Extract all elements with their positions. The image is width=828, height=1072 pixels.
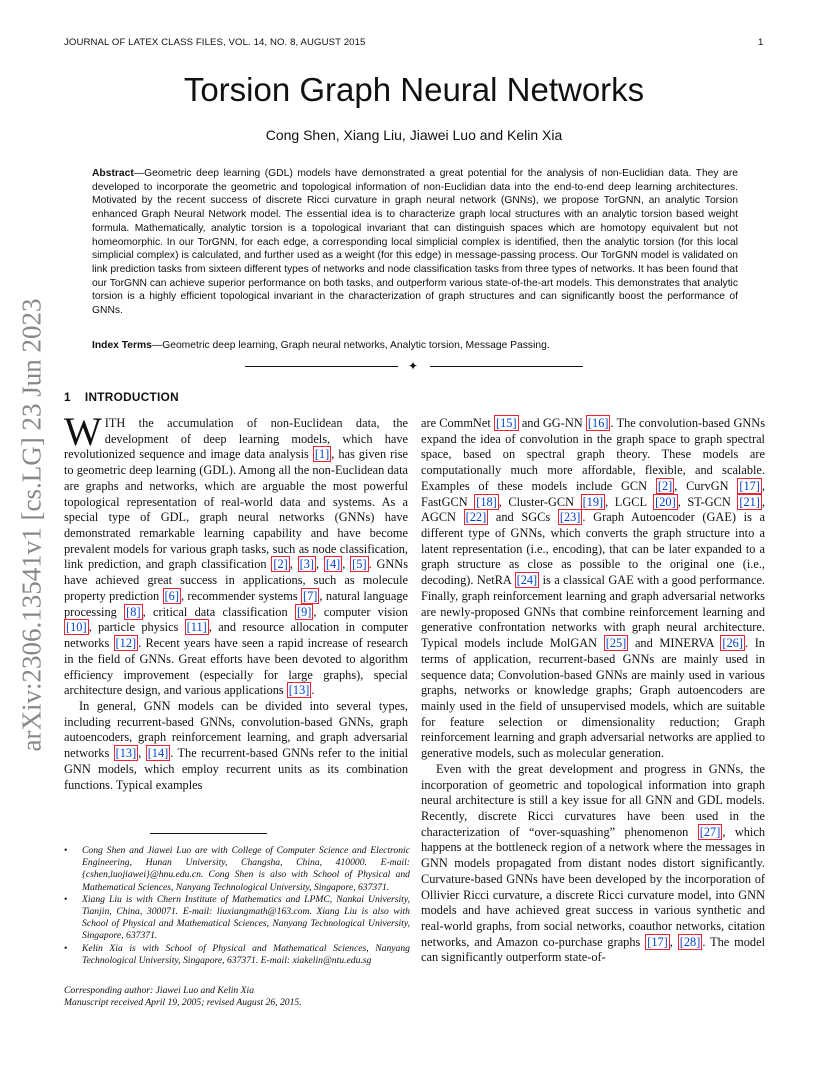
body-text: In general, GNN models can be divided into several types, including recurrent-based GNNs, convolution-based GNNs, graph autoencoders, graph reinforcement learning, and graph adversarial networks — [64, 698, 408, 761]
body-text: . In terms of application, recurrent-based GNNs are mainly used in sequence data; Convolution-based GNNs are mainly used in various graphs, networks or knowledge graphs; Graph autoencoders are mainly used in the field of unsupervised models, which are suitable for feature selection or dimensionality reduction; Graph reinforcement learning and graph adversarial networks are applied to generative models, such as molecular generation. — [421, 636, 765, 761]
citation-link[interactable]: [18] — [476, 494, 497, 509]
citation-link[interactable]: [1] — [314, 447, 330, 462]
body-text: , Cluster-GCN — [498, 494, 581, 509]
corresponding-author: Corresponding author: Jiawei Luo and Kelin Xia — [64, 985, 255, 996]
body-text: are CommNet — [421, 416, 494, 430]
body-text: Even with the great development and progress in GNNs, the incorporation of geometric and topological information into graph neural architecture is still a key issue for all GNN and GDL models. Recently, discrete Ricci curvatures have been used in the characterization of “over-squashing” phenomenon — [421, 761, 765, 839]
body-text: and GG-NN — [518, 416, 586, 430]
paragraph — [64, 409, 409, 699]
section-heading — [64, 390, 179, 404]
footnote-rule — [150, 833, 267, 834]
body-text: . GNNs have achieved great success in applications, such as molecule property prediction — [64, 557, 408, 603]
body-text: , has given rise to geometric deep learning (GDL). Among all the non-Euclidean data are graphs and networks, which are arguable the most powerful topological representation of real-world data and systems. As a special type of GDL, graph neural networks (GNNs) have demonstrated remarkable learning capability and have become prevalent models for various graph tasks, such as node classification, link prediction, and graph classification — [64, 447, 409, 572]
citation-link[interactable]: [8] — [126, 604, 141, 619]
body-text: , AGCN — [421, 494, 765, 525]
citation-link[interactable]: [27] — [699, 824, 721, 839]
body-text: , which happens at the bottleneck region of a network where the messages in GNN models propagated from distant nodes distort significantly. Curvature-based GNNs have been developed by the incorporation of Ollivier Ricci curvature, a discrete Ricci curvature model, into GNN models and have achieved great success in various synthetic and real-world graphs, from social networks, coauthor networks, citation networks, and Amazon co-purchase graphs — [421, 824, 766, 949]
citation-link[interactable]: [28] — [679, 934, 701, 949]
body-text: , — [289, 557, 298, 572]
body-text: . The recurrent-based GNNs refer to the initial GNN models, which employ recurrent units as its combination functions. Typical examples — [64, 746, 409, 792]
citation-link[interactable]: [21] — [739, 494, 760, 509]
citation-link[interactable]: [26] — [722, 636, 743, 651]
citation-link[interactable]: [9] — [297, 604, 312, 619]
footnote-item: • Xiang Liu is with Chern Institute of Mathematics and LPMC, Nankai University, Tianjin, China, 300071. E-mail: liuxiangmath@163.com. Xiang Liu is also with School of Physical and Mathematical Sciences, Nanyang Technological University, Singapore, 637371. — [64, 893, 410, 942]
abstract-label: Abstract — [92, 168, 134, 179]
paragraph — [421, 762, 765, 966]
arxiv-identifier[interactable]: arXiv:2306.13541v1 [cs.LG] 23 Jun 2023 — [16, 298, 47, 752]
citation-link[interactable]: [4] — [325, 557, 341, 572]
body-text: . — [311, 683, 315, 698]
body-text: , — [669, 934, 678, 949]
column-right — [421, 416, 765, 966]
body-text: , CurvGN — [674, 478, 738, 493]
abstract-text: —Geometric deep learning (GDL) models have demonstrated a great potential for the analysis of non-Euclidian data. They are developed to incorporate the geometric and topological information of non-Euclidian data into the end-to-end deep learning architectures. Motivated by the recent success of discrete Ricci curvature in graph neural network (GNNs), we propose TorGNN, an analytic Torsion enhanced Graph Neural Network model. The essential idea is to characterize graph local structures with an analytic torsion based weight formula. Mathematically, analytic torsion is a topological invariant that can distinguish spaces which are homotopy equivalent but not homeomorphic. In our TorGNN, for each edge, a corresponding local simplicial complex is identified, then the analytic torsion (for this local simplicial complex) is calculated, and further used as a weight (for this edge) in message-passing process. Our TorGNN model is validated on link prediction tasks from sixteen different types of networks and node classification tasks from three types of networks. It has been found that our TorGNN can achieve superior performance on both tasks, and outperform various state-of-the-art models. This demonstrates that analytic torsion is a highly efficient topological invariant in the characterization of graph structures and can significantly boost the performance of GNNs. — [92, 168, 738, 317]
body-text: , — [138, 746, 146, 761]
citation-link[interactable]: [13] — [288, 683, 310, 698]
divider-diamond: ✦ — [408, 359, 419, 373]
footnote-item: • Cong Shen and Jiawei Luo are with College of Computer Science and Electronic Engineering, Hunan University, Changsha, China, 410000. E-mail: {cshen,luojiawei}@hnu.edu.cn. Cong Shen is also with School of Physical and Mathematical Sciences, Nanyang Technological University, Singapore, 637371. — [64, 845, 410, 893]
paper-title: Torsion Graph Neural Networks — [183, 71, 645, 108]
body-text: and SGCs — [488, 510, 558, 525]
citation-link[interactable]: [23] — [559, 510, 581, 525]
citation-link[interactable]: [7] — [303, 588, 318, 603]
drop-cap: W — [64, 409, 102, 454]
body-text: . Recent years have seen a rapid increase of research in the field of GNNs. Great efforts have been devoted to algorithm efficiency improvement (especially for large graphs), special architecture design, and various applications — [64, 636, 408, 698]
citation-link[interactable]: [10] — [66, 620, 87, 635]
citation-link[interactable]: [19] — [582, 494, 604, 509]
citation-link[interactable]: [17] — [647, 934, 668, 949]
citation-link[interactable]: [11] — [186, 620, 207, 635]
index-terms-label: Index Terms — [92, 340, 152, 351]
body-text: . The model can significantly outperform state-of- — [421, 934, 766, 965]
column-left — [64, 409, 409, 793]
correspondence-note — [64, 985, 410, 1009]
body-text: , recommender systems — [180, 588, 301, 603]
citation-link[interactable]: [22] — [465, 510, 487, 525]
divider-line-right — [430, 366, 583, 367]
section-title: INTRODUCTION — [84, 390, 179, 404]
citation-link[interactable]: [14] — [147, 746, 169, 761]
citation-link[interactable]: [20] — [655, 494, 676, 509]
index-terms — [92, 339, 738, 353]
arxiv-sidebar — [10, 292, 54, 758]
index-terms-text: —Geometric deep learning, Graph neural networks, Analytic torsion, Message Passing. — [151, 340, 550, 351]
bullet-icon: • — [64, 893, 68, 905]
section-number: 1 — [64, 390, 71, 404]
citation-link[interactable]: [3] — [299, 557, 315, 572]
citation-link[interactable]: [25] — [605, 636, 627, 651]
body-text: , FastGCN — [421, 478, 765, 509]
citation-link[interactable]: [6] — [164, 588, 179, 603]
citation-link[interactable]: [15] — [496, 416, 517, 430]
page-number: 1 — [758, 37, 764, 48]
body-text: , particle physics — [88, 620, 185, 635]
citation-link[interactable]: [16] — [587, 416, 609, 430]
body-text: . Graph Autoencoder (GAE) is a different type of GNNs, which converts the graph structure into a latent representation (i.e., encoding), that can be later expanded to a graph structure as close as possible to the original one (i.e., decoding). NetRA — [421, 510, 766, 588]
body-text: , — [316, 557, 324, 572]
author-list: Cong Shen, Xiang Liu, Jiawei Luo and Kelin Xia — [265, 127, 563, 143]
citation-link[interactable]: [13] — [115, 746, 137, 761]
body-text: ITH the accumulation of non-Euclidean data, the development of deep learning models, which have revolutionized sequence and image data analysis — [64, 416, 408, 462]
paragraph — [64, 699, 408, 793]
body-text: , — [342, 557, 351, 572]
manuscript-dates: Manuscript received April 19, 2005; revised August 26, 2015. — [64, 997, 302, 1009]
citation-link[interactable]: [24] — [516, 573, 538, 588]
abstract — [92, 167, 738, 318]
body-text: . The convolution-based GNNs expand the idea of convolution in the graph space to graph spectral space, based on spectral graph theory. These models are computationally much more affordable, flexible, and scalable. Examples of these models include GCN — [421, 416, 766, 493]
paragraph — [421, 416, 765, 762]
body-text: , and resource allocation in computer networks — [64, 620, 408, 651]
citation-link[interactable]: [17] — [739, 478, 760, 493]
affiliation-footnotes — [64, 845, 410, 967]
body-text: is a classical GAE with a good performance. Finally, graph reinforcement learning and graph adversarial networks are newly-proposed GNNs that combine reinforcement learning and generative confrontation networks with graph neural architecture. Typical models include MolGAN — [421, 573, 766, 651]
body-text: , natural language processing — [64, 588, 408, 619]
body-text: , critical data classification — [142, 604, 295, 619]
citation-link[interactable]: [12] — [115, 636, 137, 651]
citation-link[interactable]: [2] — [657, 478, 673, 493]
body-text: , LGCL — [605, 494, 654, 509]
divider-line-left — [245, 366, 398, 367]
footnote-item: • Kelin Xia is with School of Physical and Mathematical Sciences, Nanyang Technological University, Singapore, 637371. E-mail: xiakelin@ntu.edu.sg — [64, 942, 410, 966]
body-text: , computer vision — [313, 604, 408, 619]
body-text: , ST-GCN — [677, 494, 738, 509]
bullet-icon: • — [64, 845, 68, 856]
bullet-icon: • — [64, 942, 68, 954]
running-header: JOURNAL OF LATEX CLASS FILES, VOL. 14, NO. 8, AUGUST 2015 — [64, 37, 366, 48]
citation-link[interactable]: [5] — [352, 557, 367, 572]
citation-link[interactable]: [2] — [273, 557, 288, 572]
body-text: and MINERVA — [628, 636, 721, 651]
